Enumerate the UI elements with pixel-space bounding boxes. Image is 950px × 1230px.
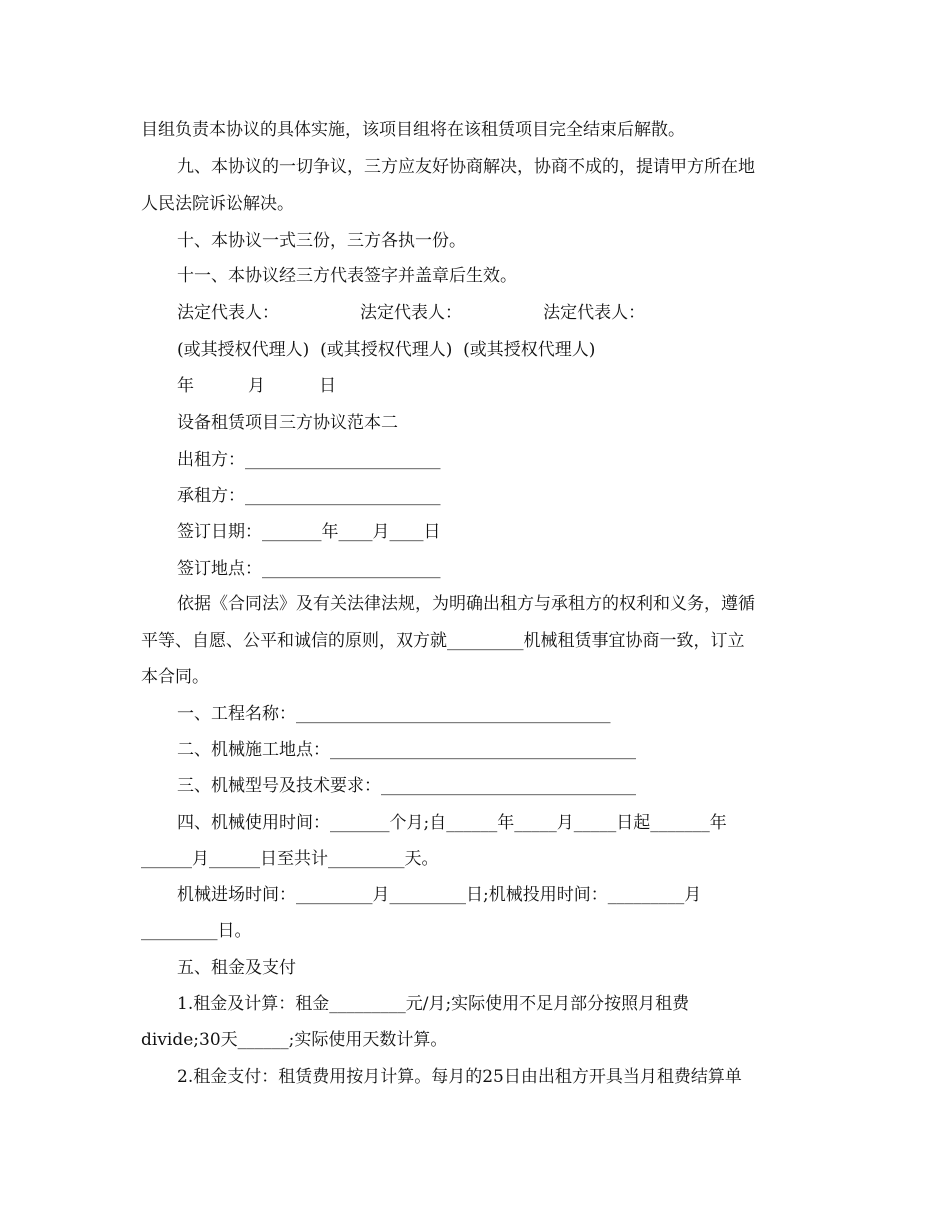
lessee-field: 承租方：_______________________	[177, 486, 441, 506]
lessor-field: 出租方：_______________________	[177, 450, 441, 470]
rent-payment-line: 2.租金支付：租赁费用按月计算。每月的25日由出租方开具当月租费结算单	[177, 1067, 742, 1087]
signing-place-field: 签订地点：_____________________	[177, 559, 441, 579]
clause-11-line: 十一、本协议经三方代表签字并盖章后生效。	[177, 266, 517, 286]
signing-date-field: 签订日期：_______年____月____日	[177, 522, 441, 542]
entry-time-field: 机械进场时间：_________月_________日;机械投用时间：_________月	[177, 885, 702, 905]
rent-payment-heading: 五、租金及支付	[177, 958, 296, 978]
preamble-line: 本合同。	[141, 667, 209, 687]
rent-calculation-line: 1.租金及计算：租金_________元/月;实际使用不足月部分按照月租费	[177, 994, 690, 1014]
usage-period-field: ______月______日至共计_________天。	[141, 849, 439, 869]
clause-10-line: 十、本协议一式三份，三方各执一份。	[177, 231, 466, 251]
entry-time-field: _________日。	[141, 921, 252, 941]
template-title: 设备租赁项目三方协议范本二	[177, 413, 398, 433]
legal-representative-labels: 法定代表人： 法定代表人： 法定代表人：	[177, 303, 646, 323]
preamble-line: 平等、自愿、公平和诚信的原则，双方就_________机械租赁事宜协商一致，订立	[141, 631, 745, 651]
paragraph-line: 目组负责本协议的具体实施，该项目组将在该租赁项目完全结束后解散。	[141, 120, 685, 140]
construction-site-field: 二、机械施工地点：____________________________________	[177, 740, 636, 760]
machine-model-field: 三、机械型号及技术要求：______________________________	[177, 776, 636, 796]
clause-9-line: 九、本协议的一切争议，三方应友好协商解决，协商不成的，提请甲方所在地	[177, 157, 755, 177]
rent-calculation-line: divide;30天______;实际使用天数计算。	[141, 1030, 448, 1050]
paragraph-line: 人民法院诉讼解决。	[141, 194, 294, 214]
authorized-agent-labels: (或其授权代理人) (或其授权代理人) (或其授权代理人)	[177, 340, 596, 360]
usage-period-field: 四、机械使用时间：_______个月;自______年_____月_____日起_______年	[177, 813, 727, 833]
signature-date-line: 年 月 日	[177, 376, 337, 396]
project-name-field: 一、工程名称：_____________________________________	[177, 704, 611, 724]
preamble-line: 依据《合同法》及有关法律法规，为明确出租方与承租方的权利和义务，遵循	[177, 594, 755, 614]
